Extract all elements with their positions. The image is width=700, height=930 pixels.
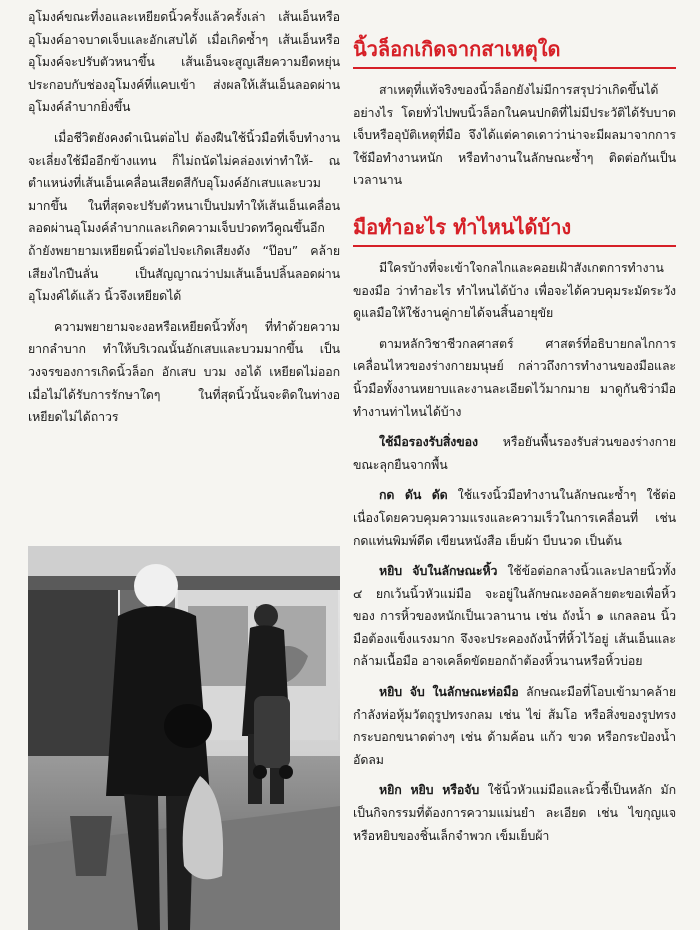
heading-hand-functions: มือทำอะไร ทำไหนได้บ้าง xyxy=(353,214,676,247)
item-text: หรือยันพื้นรองรับส่วนของร่างกายขณะลุกยืนจากพื้น xyxy=(353,434,676,472)
item-text: ใช้นิ้วหัวแม่มือและนิ้วชี้เป็นหลัก มักเป็นกิจกรรมที่ต้องการความแม่นยำ ละเอียด เช่น ไขกุญแจ หรือหยิบของชิ้นเล็กจำพวก เข็มเย็บผ้า xyxy=(353,782,676,843)
section-hand-biomechanics: ตามหลักวิชาชีวกลศาสตร์ ศาสตร์ที่อธิบายกลไกการเคลื่อนไหวของร่างกายมนุษย์ กล่าวถึงการทำงานของมือและนิ้วมือทั้งงานหยาบและงานละเอียดไว้มากมาย มาดูกันชิว่ามือทำงานท่าไหนได้บ้าง xyxy=(353,335,676,419)
item-text: ใช้แรงนิ้วมือทำงานในลักษณะซ้ำๆ ใช้ต่อเนื่องโดยควบคุมความแรงและความเร็วในการเคลื่อนที่ เช่น กดแท่นพิมพ์ดีด เขียนหนังสือ เย็บผ้า บีบนวด เป็นต้น xyxy=(353,487,676,548)
section-hand-intro: มีใครบ้างที่จะเข้าใจกลไกและคอยเฝ้าสังเกตการทำงานของมือ ว่าทำอะไร ทำไหนได้บ้าง เพื่อจะได้ควบคุมระมัดระวังดูแลมือให้ใช้งานคู่กายได้จนสิ้นอายุขัย xyxy=(353,259,676,321)
left-paragraph-2: เมื่อชีวิตยังคงดำเนินต่อไป ต้องฝืนใช้นิ้วมือที่เจ็บทำงาน จะเลี่ยงใช้มืออีกข้างแทน ก็ไม่ถนัดไม่คล่องเท่าทำให้- ณ ตำแหน่งที่เส้นเอ็นเคลื่อนเสียดสีกับอุโมงค์อักเสบและบวมมากขึ้น ในที่สุดจะปรับตัวหนาเป็นปมทำให้เส้นเอ็นเคลื่อนลอดผ่านอุโมงค์ลำบากและเกิดความเจ็บปวดทวีคูณขึ้นอีก ถ้ายังพยายามเหยียดนิ้วต่อไปจะเกิดเสียงดัง “ป๊อบ” คล้ายเสียงไกปืนลั่น เป็นสัญญาณว่าปมเส้นเอ็นปลิ้นลอดผ่านอุโมงค์ได้แล้ว นิ้วจึงเหยียดได้ xyxy=(28,129,340,304)
hand-item-pinch xyxy=(353,779,676,847)
street-photo-illustration xyxy=(28,546,340,930)
street-photo xyxy=(28,546,340,930)
hand-item-hook-grip xyxy=(353,560,676,673)
item-lead: ใช้มือรองรับสิ่งของ xyxy=(379,434,478,450)
left-column xyxy=(28,6,340,437)
heading-cause: นิ้วล็อกเกิดจากสาเหตุใด xyxy=(353,36,676,69)
left-paragraph-3: ความพยายามจะงอหรือเหยียดนิ้วทั้งๆ ที่ทำด้วยความยากลำบาก ทำให้บริเวณนั้นอักเสบและบวมมากขึ้น เป็นวงจรของการเกิดนิ้วล็อก อักเสบ บวม งอได้ เหยียดไม่ออกเมื่อไม่ได้รับการรักษาใดๆ ในที่สุดนิ้วนั้นจะติดในท่างอเหยียดไม่ได้ถาวร xyxy=(28,318,340,425)
section-cause-paragraph: สาเหตุที่แท้จริงของนิ้วล็อกยังไม่มีการสรุปว่าเกิดขึ้นได้อย่างไร โดยทั่วไปพบนิ้วล็อกในคนปกติที่ไม่มีประวัติได้รับบาดเจ็บหรืออุบัติเหตุที่มือ จึงได้แต่คาดเดาว่าน่าจะมีผลมาจากการใช้มือทำงานหนัก หรือทำงานในลักษณะซ้ำๆ ติดต่อกันเป็นเวลานาน xyxy=(353,82,676,188)
left-paragraph-1: อุโมงค์ขณะที่งอและเหยียดนิ้วครั้งแล้วครั้งเล่า เส้นเอ็นหรืออุโมงค์อาจบาดเจ็บและอักเสบได้ เมื่อเกิดซ้ำๆ เส้นเอ็นหรืออุโมงค์จะปรับตัวหนาขึ้น เส้นเอ็นจะสูญเสียความยืดหยุ่น ประกอบกับช่องอุโมงค์ที่แคบเข้า ส่งผลให้เส้นเอ็นลอดผ่านอุโมงค์ลำบากยิ่งขึ้น xyxy=(28,9,340,115)
item-lead: หยิก หยิบ หรือจับ xyxy=(379,782,480,798)
right-column xyxy=(353,6,676,855)
item-text: ลักษณะมือที่โอบเข้ามาคล้ายกำลังห่อหุ้มวัตถุรูปทรงกลม เช่น ไข่ ส้มโอ หรือสิ่งของรูปทรงกระบอกขนาดต่างๆ เช่น ด้ามค้อน แก้ว ขวด หรือกระป๋องน้ำอัดลม xyxy=(353,684,676,767)
item-lead: กด ดัน ดัด xyxy=(379,487,448,503)
hand-item-wrap-grip xyxy=(353,681,676,771)
item-lead: หยิบ จับ ในลักษณะห่อมือ xyxy=(379,684,519,700)
item-lead: หยิบ จับในลักษณะหิ้ว xyxy=(379,563,498,579)
hand-item-press xyxy=(353,484,676,552)
hand-item-support xyxy=(353,431,676,476)
item-text: ใช้ข้อต่อกลางนิ้วและปลายนิ้วทั้ง ๔ ยกเว้นนิ้วหัวแม่มือ จะอยู่ในลักษณะงอคล้ายตะขอเพื่อหิ้วของ การหิ้วของหนักเป็นเวลานาน เช่น ถังน้ำ ๑ แกลลอน นิ้วมือต้องแข็งแรงมาก จึงจะประคองถังน้ำที่หิ้วไว้อยู่ เส้นเอ็นและกล้ามเนื้อมือ อาจเคล็ดขัดยอกถ้าต้องหิ้วนานหรือหิ้วบ่อย xyxy=(353,563,676,669)
